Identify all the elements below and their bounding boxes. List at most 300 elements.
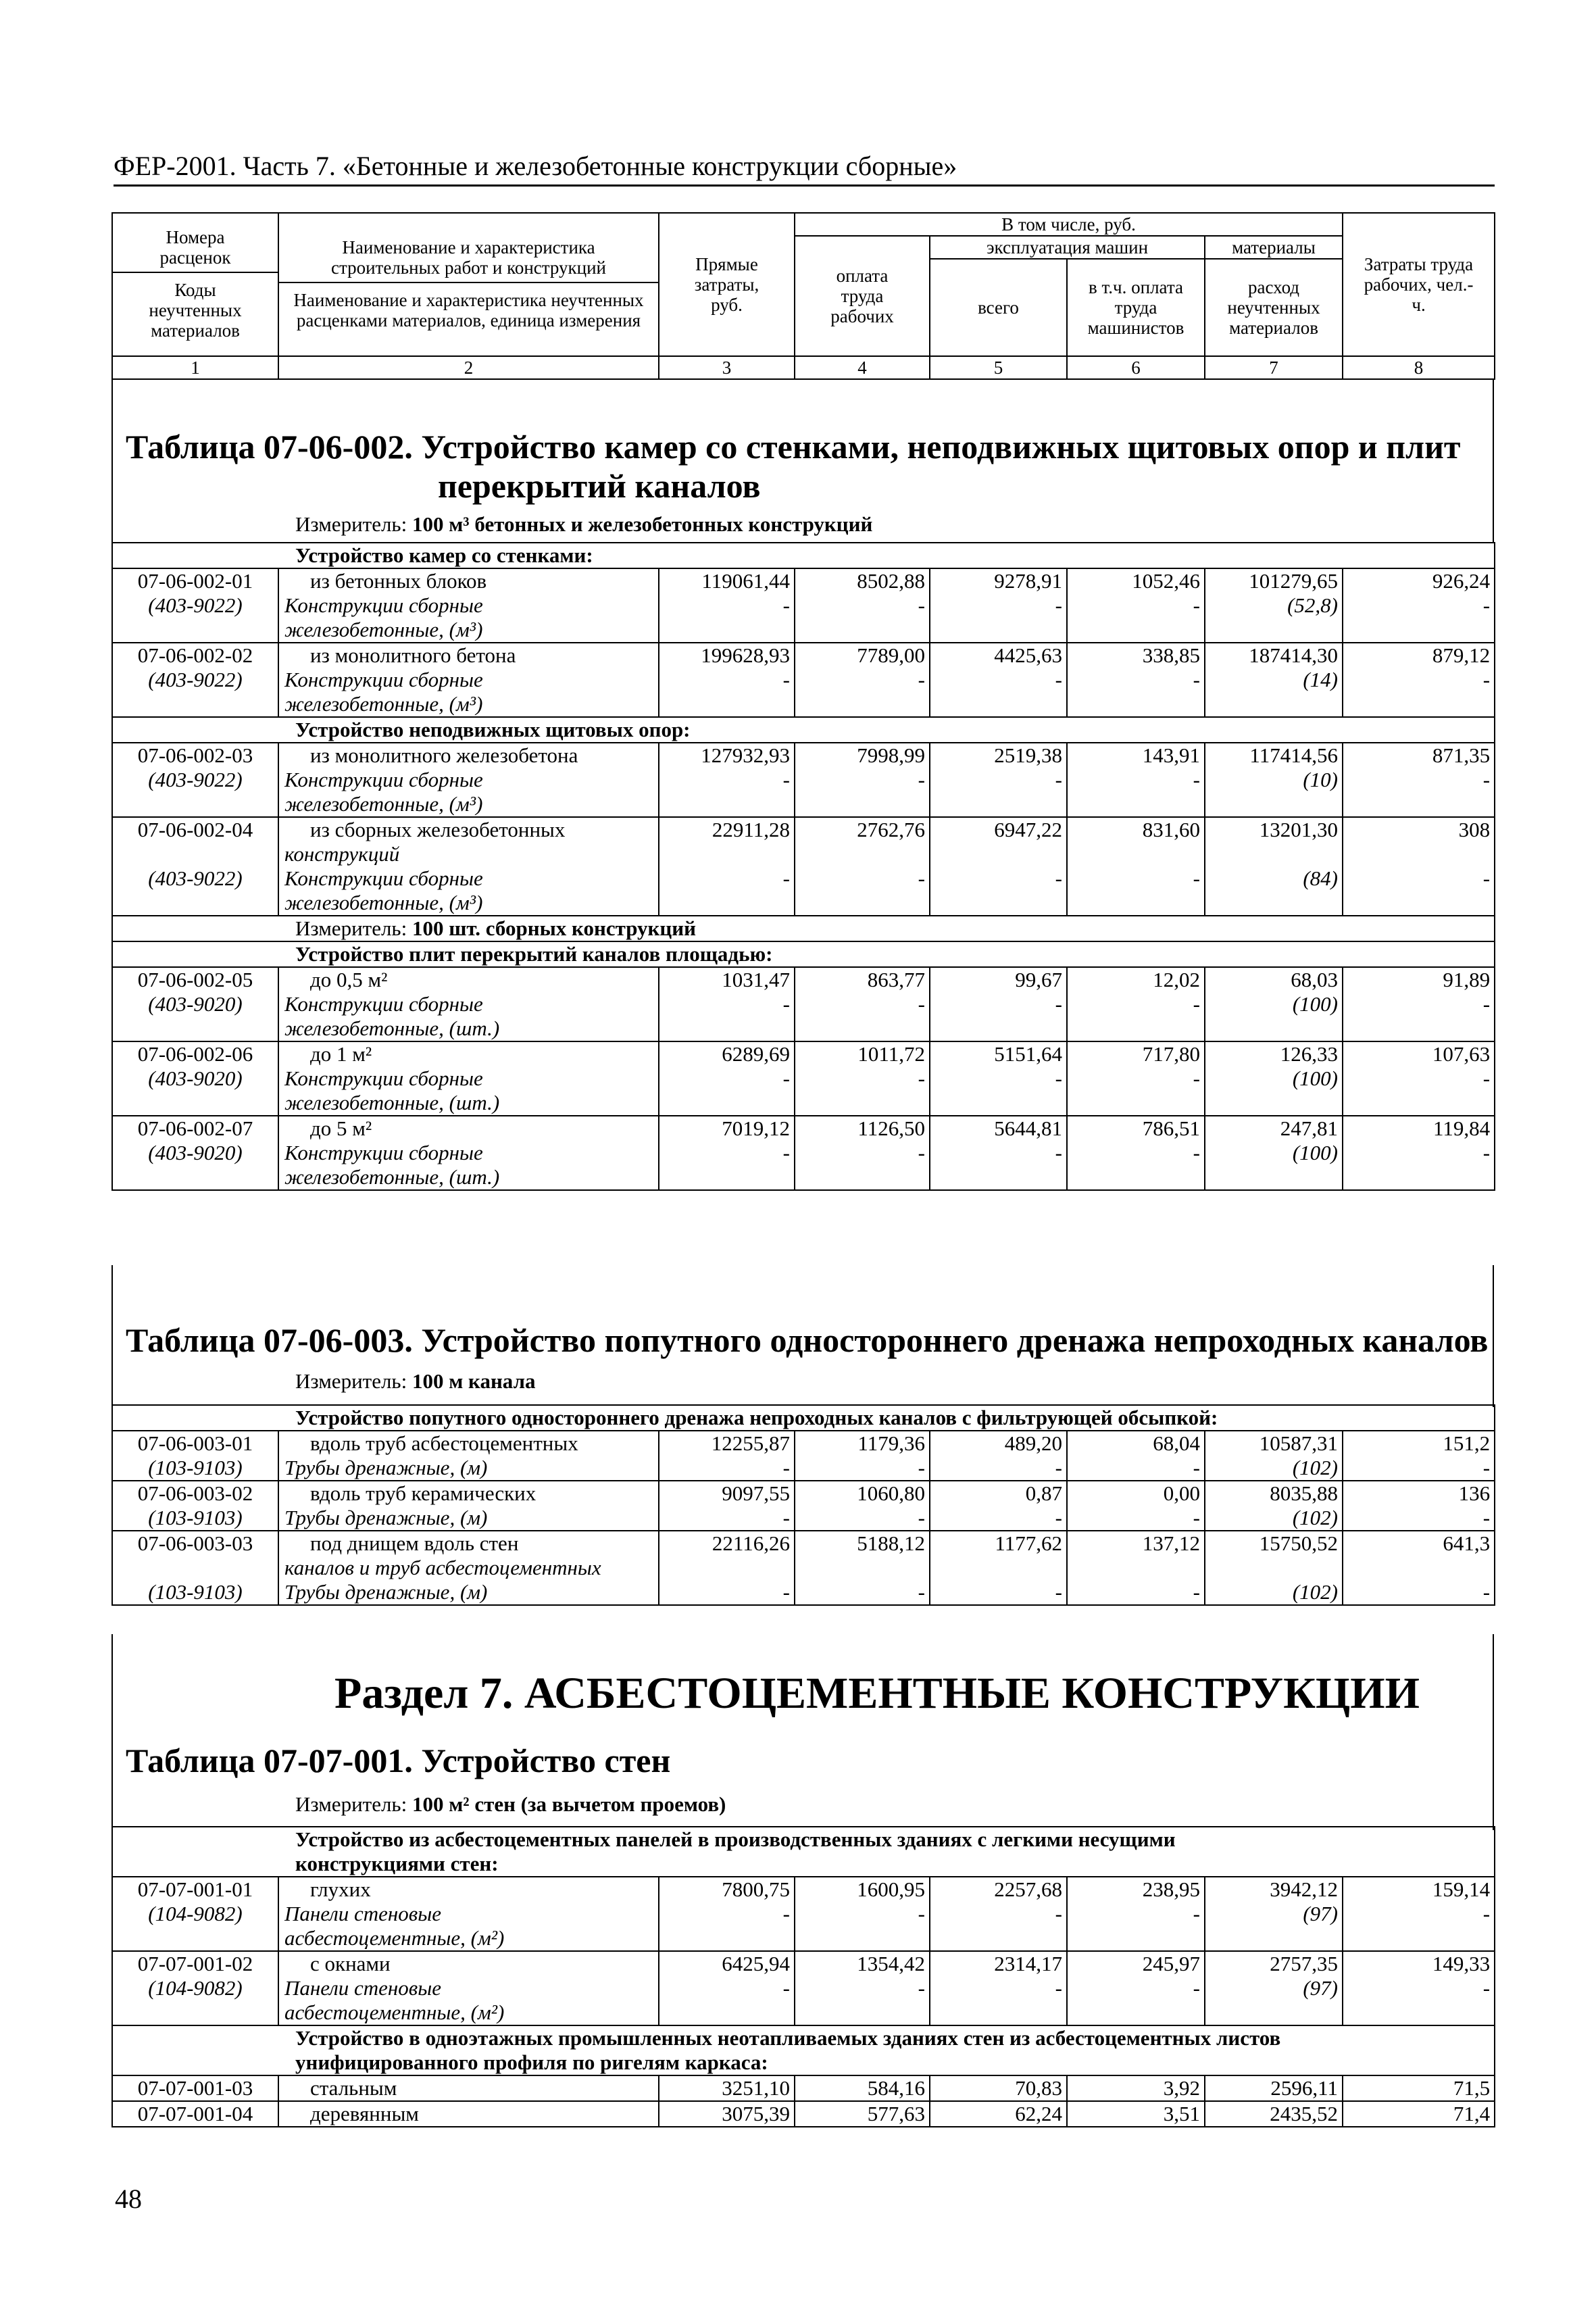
- col-number: 7: [1205, 356, 1343, 379]
- machines-total: 2257,68: [930, 1877, 1067, 1902]
- material-name: Конструкции сборные: [278, 1141, 659, 1165]
- measure-label: Измеритель:: [295, 916, 407, 940]
- rate-code: 07-07-001-03: [112, 2075, 278, 2101]
- measure-label: Измеритель:: [295, 512, 407, 536]
- measure-row: [112, 916, 1495, 941]
- empty-cell: [659, 1091, 795, 1116]
- dash: -: [930, 1976, 1067, 2000]
- operators-wages: 245,97: [1067, 1951, 1205, 1976]
- table-title-continued: перекрытий каналов: [438, 467, 761, 505]
- table-row: [112, 2075, 1495, 2101]
- subheading: [112, 941, 1495, 967]
- col-number: 3: [659, 356, 795, 379]
- empty-cell: [112, 891, 278, 916]
- dash: -: [930, 1141, 1067, 1165]
- col-number: 5: [930, 356, 1067, 379]
- table-row: [112, 618, 1495, 643]
- labor-hours: 926,24: [1343, 568, 1495, 593]
- table-row: [112, 1141, 1495, 1165]
- material-quantity: (52,8): [1205, 593, 1343, 618]
- material-name-continued: железобетонные, (м³): [278, 618, 659, 643]
- dash: -: [795, 1580, 930, 1605]
- material-name: Конструкции сборные: [278, 1066, 659, 1091]
- empty-cell: [1205, 1926, 1343, 1951]
- subheading-line: унифицированного профиля по ригелям каркаса:: [295, 2050, 768, 2074]
- empty-cell: [1343, 792, 1495, 817]
- wages: 584,16: [795, 2075, 930, 2101]
- table-title: Таблица 07-06-002. Устройство камер со стенками, неподвижных щитовых опор и плит: [126, 428, 1461, 466]
- material-name: Конструкции сборные: [278, 992, 659, 1016]
- machines-total: 1177,62: [930, 1531, 1067, 1556]
- col-header-material-use: расход неучтенных материалов: [1205, 259, 1343, 356]
- labor-hours: 879,12: [1343, 643, 1495, 668]
- materials-cost: 247,81: [1205, 1116, 1343, 1141]
- frame-left-2: [111, 1265, 113, 1407]
- empty-cell: [1205, 618, 1343, 643]
- material-name-continued: железобетонные, (м³): [278, 792, 659, 817]
- dash: -: [1343, 668, 1495, 692]
- work-description-continued: каналов и труб асбестоцементных: [278, 1556, 659, 1580]
- subheading-row: [112, 543, 1495, 568]
- material-code: (103-9103): [112, 1580, 278, 1605]
- material-quantity: (102): [1205, 1580, 1343, 1605]
- empty-cell: [659, 1016, 795, 1041]
- direct-costs: 1031,47: [659, 967, 795, 992]
- dash: -: [659, 1580, 795, 1605]
- material-name-continued: железобетонные, (шт.): [278, 1091, 659, 1116]
- rate-code: 07-06-002-04: [112, 817, 278, 842]
- measure-label: Измеритель:: [295, 1792, 407, 1816]
- material-code: (103-9103): [112, 1456, 278, 1481]
- wages: 2762,76: [795, 817, 930, 842]
- table-row: [112, 1556, 1495, 1580]
- empty-cell: [795, 1091, 930, 1116]
- dash: -: [930, 992, 1067, 1016]
- empty-cell: [1067, 2000, 1205, 2025]
- empty-cell: [1067, 1091, 1205, 1116]
- work-description: вдоль труб керамических: [278, 1481, 659, 1506]
- work-description: до 1 м²: [278, 1041, 659, 1066]
- measure-line: [295, 512, 872, 537]
- labor-hours: 871,35: [1343, 743, 1495, 768]
- dash: -: [659, 593, 795, 618]
- dash: -: [930, 866, 1067, 891]
- wages: 577,63: [795, 2101, 930, 2127]
- table-row: [112, 1066, 1495, 1091]
- empty-cell: [1343, 891, 1495, 916]
- table-row: [112, 817, 1495, 842]
- empty-cell: [1343, 1091, 1495, 1116]
- materials-cost: 117414,56: [1205, 743, 1343, 768]
- empty-cell: [795, 618, 930, 643]
- table-row: [112, 1976, 1495, 2000]
- rate-code: 07-06-002-07: [112, 1116, 278, 1141]
- dash: -: [1067, 866, 1205, 891]
- material-quantity: (84): [1205, 866, 1343, 891]
- col-number: 4: [795, 356, 930, 379]
- subheading: [112, 543, 1495, 568]
- work-description: под днищем вдоль стен: [278, 1531, 659, 1556]
- materials-cost: 10587,31: [1205, 1431, 1343, 1456]
- materials-cost: 68,03: [1205, 967, 1343, 992]
- empty-cell: [930, 842, 1067, 866]
- dash: -: [1343, 1580, 1495, 1605]
- dash: -: [930, 668, 1067, 692]
- material-name-continued: асбестоцементные, (м²): [278, 2000, 659, 2025]
- empty-cell: [795, 2000, 930, 2025]
- work-description: до 5 м²: [278, 1116, 659, 1141]
- dash: -: [1067, 1141, 1205, 1165]
- rate-code: 07-07-001-01: [112, 1877, 278, 1902]
- subheading-row: [112, 1827, 1495, 1877]
- wages: 1060,80: [795, 1481, 930, 1506]
- material-code: (104-9082): [112, 1902, 278, 1926]
- operators-wages: 238,95: [1067, 1877, 1205, 1902]
- labor-hours: 308: [1343, 817, 1495, 842]
- materials-cost: 187414,30: [1205, 643, 1343, 668]
- empty-cell: [1067, 891, 1205, 916]
- material-name-continued: асбестоцементные, (м²): [278, 1926, 659, 1951]
- empty-cell: [1343, 618, 1495, 643]
- labor-hours: 151,2: [1343, 1431, 1495, 1456]
- table-title: Таблица 07-07-001. Устройство стен: [126, 1742, 671, 1779]
- table-row: [112, 1902, 1495, 1926]
- empty-cell: [112, 1016, 278, 1041]
- table-row: [112, 643, 1495, 668]
- frame-right-3: [1493, 1634, 1494, 1830]
- material-name: Конструкции сборные: [278, 593, 659, 618]
- subheading-line: Устройство в одноэтажных промышленных неотапливаемых зданиях стен из асбестоцементных листов: [295, 2026, 1281, 2050]
- dash: -: [659, 668, 795, 692]
- empty-cell: [1343, 1556, 1495, 1580]
- direct-costs: 127932,93: [659, 743, 795, 768]
- table-row: [112, 1580, 1495, 1605]
- machines-total: 0,87: [930, 1481, 1067, 1506]
- empty-cell: [1067, 1926, 1205, 1951]
- empty-cell: [659, 1926, 795, 1951]
- empty-cell: [112, 2000, 278, 2025]
- col-header-direct-costs: Прямые затраты, руб.: [659, 213, 795, 356]
- rate-code: 07-06-003-01: [112, 1431, 278, 1456]
- direct-costs: 199628,93: [659, 643, 795, 668]
- material-name: Конструкции сборные: [278, 866, 659, 891]
- empty-cell: [1343, 692, 1495, 717]
- table-row: [112, 1165, 1495, 1190]
- dash: -: [1067, 1976, 1205, 2000]
- col-header-codes-top: Номера расценок: [113, 224, 278, 273]
- empty-cell: [1343, 1926, 1495, 1951]
- direct-costs: 7019,12: [659, 1116, 795, 1141]
- dash: -: [659, 1066, 795, 1091]
- empty-cell: [112, 792, 278, 817]
- rate-code: 07-07-001-04: [112, 2101, 278, 2127]
- work-description: с окнами: [278, 1951, 659, 1976]
- dash: -: [1343, 992, 1495, 1016]
- dash: -: [1067, 768, 1205, 792]
- wages: 1600,95: [795, 1877, 930, 1902]
- col-header-machines-total: всего: [930, 259, 1067, 356]
- material-code: (403-9022): [112, 668, 278, 692]
- empty-cell: [795, 1926, 930, 1951]
- empty-cell: [1067, 792, 1205, 817]
- measure-value: 100 м канала: [412, 1369, 536, 1393]
- material-name: Трубы дренажные, (м): [278, 1506, 659, 1531]
- dash: -: [1343, 1066, 1495, 1091]
- labor-hours: 107,63: [1343, 1041, 1495, 1066]
- empty-cell: [930, 891, 1067, 916]
- labor-hours: 119,84: [1343, 1116, 1495, 1141]
- dash: -: [1067, 1580, 1205, 1605]
- col-header-codes: [112, 213, 278, 356]
- empty-cell: [795, 1016, 930, 1041]
- empty-cell: [930, 1165, 1067, 1190]
- dash: -: [930, 768, 1067, 792]
- machines-total: 4425,63: [930, 643, 1067, 668]
- direct-costs: 119061,44: [659, 568, 795, 593]
- wages: 5188,12: [795, 1531, 930, 1556]
- table-row: [112, 2000, 1495, 2025]
- empty-cell: [795, 792, 930, 817]
- dash: -: [930, 1506, 1067, 1531]
- dash: -: [1343, 1976, 1495, 2000]
- wages: 8502,88: [795, 568, 930, 593]
- materials-cost: 13201,30: [1205, 817, 1343, 842]
- col-number: 8: [1343, 356, 1495, 379]
- labor-hours: 71,4: [1343, 2101, 1495, 2127]
- dash: -: [1343, 1456, 1495, 1481]
- table-row: [112, 743, 1495, 768]
- material-quantity: (97): [1205, 1976, 1343, 2000]
- col-header-operators-wages: в т.ч. оплата труда машинистов: [1067, 259, 1205, 356]
- direct-costs: 7800,75: [659, 1877, 795, 1902]
- empty-cell: [112, 842, 278, 866]
- empty-cell: [659, 692, 795, 717]
- wages: 1126,50: [795, 1116, 930, 1141]
- machines-total: 2519,38: [930, 743, 1067, 768]
- rate-code: 07-06-002-03: [112, 743, 278, 768]
- work-description-continued: конструкций: [278, 842, 659, 866]
- empty-cell: [1205, 842, 1343, 866]
- running-header: ФЕР-2001. Часть 7. «Бетонные и железобетонные конструкции сборные»: [114, 151, 957, 181]
- empty-cell: [659, 2000, 795, 2025]
- direct-costs: 6289,69: [659, 1041, 795, 1066]
- empty-cell: [795, 891, 930, 916]
- material-name-continued: железобетонные, (м³): [278, 891, 659, 916]
- work-description: деревянным: [278, 2101, 659, 2127]
- material-name: Панели стеновые: [278, 1902, 659, 1926]
- machines-total: 489,20: [930, 1431, 1067, 1456]
- table-row: [112, 1116, 1495, 1141]
- empty-cell: [1067, 842, 1205, 866]
- material-name-continued: железобетонные, (шт.): [278, 1165, 659, 1190]
- dash: -: [1343, 866, 1495, 891]
- subheading: [112, 1405, 1495, 1431]
- material-quantity: (100): [1205, 1141, 1343, 1165]
- subheading-line: Устройство неподвижных щитовых опор:: [295, 718, 691, 741]
- rates-table-07-06-003: [111, 1404, 1495, 1606]
- dash: -: [795, 1066, 930, 1091]
- empty-cell: [659, 842, 795, 866]
- empty-cell: [795, 692, 930, 717]
- empty-cell: [930, 692, 1067, 717]
- table-row: [112, 668, 1495, 692]
- subheading-line: Устройство плит перекрытий каналов площадью:: [295, 942, 773, 966]
- dash: -: [1067, 1902, 1205, 1926]
- empty-cell: [659, 618, 795, 643]
- table-row: [112, 1926, 1495, 1951]
- rate-code: 07-07-001-02: [112, 1951, 278, 1976]
- col-header-names: [278, 213, 659, 356]
- direct-costs: 12255,87: [659, 1431, 795, 1456]
- operators-wages: 3,51: [1067, 2101, 1205, 2127]
- rate-code: 07-06-003-02: [112, 1481, 278, 1506]
- labor-hours: 91,89: [1343, 967, 1495, 992]
- dash: -: [795, 866, 930, 891]
- material-code: (103-9103): [112, 1506, 278, 1531]
- wages: 1179,36: [795, 1431, 930, 1456]
- empty-cell: [930, 618, 1067, 643]
- col-header-including: В том числе, руб.: [795, 213, 1343, 236]
- dash: -: [795, 1976, 930, 2000]
- empty-cell: [1205, 792, 1343, 817]
- wages: 1354,42: [795, 1951, 930, 1976]
- empty-cell: [1343, 842, 1495, 866]
- measure-cell: [112, 916, 1495, 941]
- operators-wages: 137,12: [1067, 1531, 1205, 1556]
- direct-costs: 9097,55: [659, 1481, 795, 1506]
- dash: -: [1343, 1506, 1495, 1531]
- operators-wages: 338,85: [1067, 643, 1205, 668]
- frame-left-1: [111, 380, 113, 542]
- col-number: 6: [1067, 356, 1205, 379]
- dash: -: [930, 1902, 1067, 1926]
- rate-code: 07-06-003-03: [112, 1531, 278, 1556]
- material-quantity: (14): [1205, 668, 1343, 692]
- table-row: [112, 1951, 1495, 1976]
- measure-label: Измеритель:: [295, 1369, 407, 1393]
- table-title: Таблица 07-06-003. Устройство попутного одностороннего дренажа непроходных каналов: [126, 1321, 1489, 1359]
- table-row: [112, 1041, 1495, 1066]
- dash: -: [795, 992, 930, 1016]
- table-row: [112, 842, 1495, 866]
- work-description: из монолитного железобетона: [278, 743, 659, 768]
- direct-costs: 3251,10: [659, 2075, 795, 2101]
- empty-cell: [1205, 891, 1343, 916]
- operators-wages: 831,60: [1067, 817, 1205, 842]
- material-name: Конструкции сборные: [278, 768, 659, 792]
- material-name: Панели стеновые: [278, 1976, 659, 2000]
- empty-cell: [930, 1091, 1067, 1116]
- empty-cell: [1343, 1016, 1495, 1041]
- table-row: [112, 792, 1495, 817]
- empty-cell: [112, 1556, 278, 1580]
- dash: -: [1067, 992, 1205, 1016]
- labor-hours: 71,5: [1343, 2075, 1495, 2101]
- empty-cell: [1067, 1556, 1205, 1580]
- rate-code: 07-06-002-06: [112, 1041, 278, 1066]
- empty-cell: [659, 891, 795, 916]
- empty-cell: [1205, 1556, 1343, 1580]
- table-row: [112, 891, 1495, 916]
- empty-cell: [1067, 692, 1205, 717]
- empty-cell: [1067, 1165, 1205, 1190]
- material-quantity: (100): [1205, 992, 1343, 1016]
- empty-cell: [659, 1165, 795, 1190]
- empty-cell: [930, 1016, 1067, 1041]
- material-code: (403-9020): [112, 1141, 278, 1165]
- col-header-labor-hours: Затраты труда рабочих, чел.-ч.: [1343, 213, 1495, 356]
- dash: -: [1343, 1141, 1495, 1165]
- operators-wages: 12,02: [1067, 967, 1205, 992]
- material-quantity: (10): [1205, 768, 1343, 792]
- dash: -: [795, 1456, 930, 1481]
- subheading-line: Устройство попутного одностороннего дренажа непроходных каналов с фильтрующей обсыпкой:: [295, 1406, 1218, 1429]
- material-code: (403-9020): [112, 1066, 278, 1091]
- empty-cell: [659, 1556, 795, 1580]
- material-name-continued: железобетонные, (м³): [278, 692, 659, 717]
- subheading-row: [112, 1405, 1495, 1431]
- table-row: [112, 593, 1495, 618]
- dash: -: [795, 1902, 930, 1926]
- empty-cell: [1343, 2000, 1495, 2025]
- rate-code: 07-06-002-05: [112, 967, 278, 992]
- materials-cost: 2435,52: [1205, 2101, 1343, 2127]
- table-row: [112, 2101, 1495, 2127]
- materials-cost: 126,33: [1205, 1041, 1343, 1066]
- col-number: 1: [112, 356, 278, 379]
- subheading: [112, 1827, 1495, 1877]
- dash: -: [659, 1141, 795, 1165]
- material-quantity: (97): [1205, 1902, 1343, 1926]
- measure-value: 100 м² стен (за вычетом проемов): [412, 1792, 726, 1816]
- rates-table-07-07-001: [111, 1826, 1495, 2127]
- work-description: из сборных железобетонных: [278, 817, 659, 842]
- table-row: [112, 1091, 1495, 1116]
- work-description: глухих: [278, 1877, 659, 1902]
- empty-cell: [930, 1926, 1067, 1951]
- operators-wages: 1052,46: [1067, 568, 1205, 593]
- subheading-line: Устройство из асбестоцементных панелей в производственных зданиях с легкими несущими: [295, 1827, 1176, 1851]
- col-header-codes-bottom: Коды неучтенных материалов: [149, 280, 242, 341]
- labor-hours: 641,3: [1343, 1531, 1495, 1556]
- empty-cell: [930, 1556, 1067, 1580]
- measure-value: 100 м³ бетонных и железобетонных конструкций: [412, 512, 873, 536]
- dash: -: [930, 1456, 1067, 1481]
- dash: -: [659, 866, 795, 891]
- material-code: (403-9022): [112, 593, 278, 618]
- table-row: [112, 1481, 1495, 1506]
- dash: -: [930, 1580, 1067, 1605]
- empty-cell: [795, 842, 930, 866]
- machines-total: 62,24: [930, 2101, 1067, 2127]
- dash: -: [1343, 1902, 1495, 1926]
- empty-cell: [1205, 1165, 1343, 1190]
- table-row: [112, 866, 1495, 891]
- table-row: [112, 1531, 1495, 1556]
- operators-wages: 717,80: [1067, 1041, 1205, 1066]
- empty-cell: [659, 792, 795, 817]
- page-number: 48: [115, 2184, 142, 2214]
- wages: 1011,72: [795, 1041, 930, 1066]
- table-row: [112, 1431, 1495, 1456]
- table-row: [112, 967, 1495, 992]
- dash: -: [795, 593, 930, 618]
- direct-costs: 3075,39: [659, 2101, 795, 2127]
- material-code: (403-9022): [112, 768, 278, 792]
- operators-wages: 786,51: [1067, 1116, 1205, 1141]
- table-row: [112, 992, 1495, 1016]
- machines-total: 70,83: [930, 2075, 1067, 2101]
